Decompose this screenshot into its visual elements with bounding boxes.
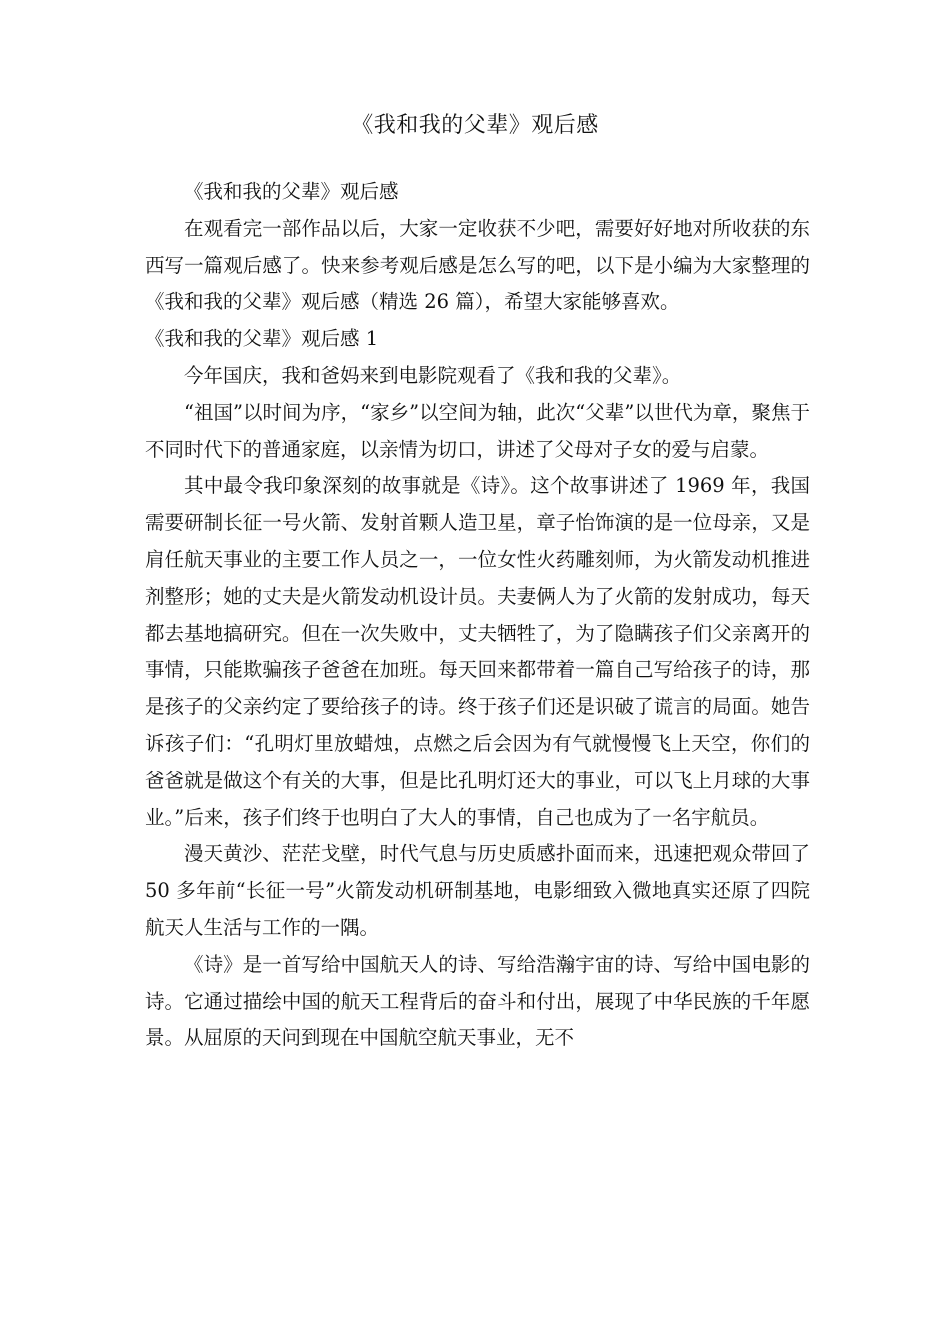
document-body	[145, 174, 810, 1057]
body-paragraph: 其中最令我印象深刻的故事就是《诗》。这个故事讲述了 1969 年，我国需要研制长征一号火箭、发射首颗人造卫星，章子怡饰演的是一位母亲，又是肩任航天事业的主要工作人员之一，一位女性火药雕刻师，为火箭发动机推进剂整形；她的丈夫是火箭发动机设计员。夫妻俩人为了火箭的发射成功，每天都去基地搞研究。但在一次失败中，丈夫牺牲了，为了隐瞒孩子们父亲离开的事情，只能欺骗孩子爸爸在加班。每天回来都带着一篇自己写给孩子的诗，那是孩子的父亲约定了要给孩子的诗。终于孩子们还是识破了谎言的局面。她告诉孩子们：“孔明灯里放蜡烛，点燃之后会因为有气就慢慢飞上天空，你们的爸爸就是做这个有关的大事，但是比孔明灯还大的事业，可以飞上月球的大事业。”后来，孩子们终于也明白了大人的事情，自己也成为了一名宇航员。	[145, 474, 810, 829]
body-paragraph: 《诗》是一首写给中国航天人的诗、写给浩瀚宇宙的诗、写给中国电影的诗。它通过描绘中国的航天工程背后的奋斗和付出，展现了中华民族的千年愿景。从屈原的天问到现在中国航空航天事业，无不	[145, 952, 810, 1050]
body-paragraph: 今年国庆，我和爸妈来到电影院观看了《我和我的父辈》。	[184, 363, 682, 387]
document-title: 《我和我的父辈》观后感	[351, 113, 599, 138]
intro-paragraph: 在观看完一部作品以后，大家一定收获不少吧，需要好好地对所收获的东西写一篇观后感了。快来参考观后感是怎么写的吧，以下是小编为大家整理的《我和我的父辈》观后感（精选 26 篇），希望大家能够喜欢。	[145, 216, 810, 314]
intro-heading: 《我和我的父辈》观后感	[184, 180, 399, 203]
body-paragraph: 漫天黄沙、茫茫戈壁，时代气息与历史质感扑面而来，迅速把观众带回了 50 多年前“长征一号”火箭发动机研制基地，电影细致入微地真实还原了四院航天人生活与工作的一隅。	[145, 842, 810, 939]
body-paragraph: “祖国”以时间为序，“家乡”以空间为轴，此次“父辈”以世代为章，聚焦于不同时代下的普通家庭，以亲情为切口，讲述了父母对子女的爱与启蒙。	[145, 400, 810, 461]
section-heading: 《我和我的父辈》观后感 1	[145, 327, 379, 351]
